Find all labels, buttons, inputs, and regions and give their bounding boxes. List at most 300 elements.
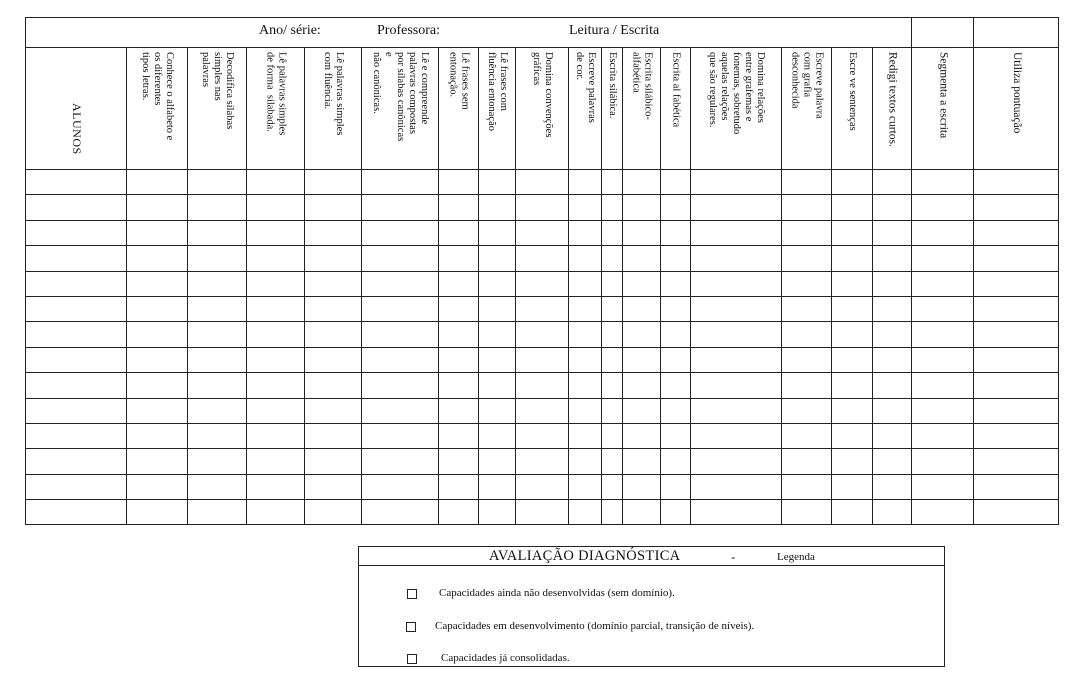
table-row (26, 220, 1059, 245)
assessment-cell[interactable] (479, 347, 516, 372)
assessment-cell[interactable] (305, 398, 362, 423)
column-header-alunos (26, 48, 127, 170)
assessment-cell[interactable] (569, 170, 602, 195)
assessment-cell[interactable] (127, 449, 188, 474)
assessment-cell[interactable] (912, 271, 974, 296)
assessment-cell[interactable] (305, 423, 362, 448)
assessment-cell[interactable] (661, 296, 691, 321)
assessment-cell[interactable] (516, 246, 569, 271)
assessment-cell[interactable] (782, 449, 832, 474)
assessment-cell[interactable] (782, 170, 832, 195)
assessment-cell[interactable] (247, 449, 305, 474)
assessment-cell[interactable] (439, 322, 479, 347)
assessment-cell[interactable] (974, 474, 1059, 499)
assessment-cell[interactable] (569, 373, 602, 398)
assessment-cell[interactable] (362, 423, 439, 448)
assessment-cell[interactable] (516, 474, 569, 499)
assessment-cell[interactable] (439, 195, 479, 220)
assessment-cell[interactable] (305, 296, 362, 321)
assessment-cell[interactable] (439, 500, 479, 525)
assessment-cell[interactable] (873, 220, 912, 245)
assessment-cell[interactable] (602, 220, 623, 245)
assessment-cell[interactable] (188, 322, 247, 347)
assessment-cell[interactable] (439, 373, 479, 398)
assessment-cell[interactable] (305, 170, 362, 195)
checkbox-icon[interactable] (407, 589, 417, 599)
assessment-cell[interactable] (691, 423, 782, 448)
assessment-cell[interactable] (974, 271, 1059, 296)
table-row (26, 423, 1059, 448)
assessment-cell[interactable] (569, 347, 602, 372)
assessment-cell[interactable] (661, 220, 691, 245)
assessment-cell[interactable] (873, 500, 912, 525)
assessment-cell[interactable] (569, 195, 602, 220)
assessment-cell[interactable] (188, 195, 247, 220)
assessment-cell[interactable] (569, 322, 602, 347)
assessment-cell[interactable] (912, 195, 974, 220)
assessment-cell[interactable] (569, 296, 602, 321)
assessment-cell[interactable] (873, 296, 912, 321)
assessment-cell[interactable] (188, 296, 247, 321)
assessment-cell[interactable] (912, 398, 974, 423)
assessment-cell[interactable] (516, 373, 569, 398)
assessment-cell[interactable] (832, 322, 873, 347)
assessment-cell[interactable] (782, 271, 832, 296)
assessment-cell[interactable] (479, 220, 516, 245)
assessment-cell[interactable] (661, 347, 691, 372)
assessment-cell[interactable] (479, 449, 516, 474)
assessment-cell[interactable] (832, 449, 873, 474)
table-row (26, 474, 1059, 499)
column-header (974, 48, 1059, 170)
assessment-cell[interactable] (691, 220, 782, 245)
assessment-cell[interactable] (247, 195, 305, 220)
assessment-cell[interactable] (691, 322, 782, 347)
assessment-cell[interactable] (479, 271, 516, 296)
assessment-cell[interactable] (873, 322, 912, 347)
assessment-cell[interactable] (623, 220, 661, 245)
student-name-cell[interactable] (26, 449, 127, 474)
assessment-cell[interactable] (602, 296, 623, 321)
assessment-cell[interactable] (602, 170, 623, 195)
assessment-cell[interactable] (362, 474, 439, 499)
assessment-cell[interactable] (873, 449, 912, 474)
assessment-cell[interactable] (782, 423, 832, 448)
assessment-cell[interactable] (479, 500, 516, 525)
student-name-cell[interactable] (26, 474, 127, 499)
student-name-cell[interactable] (26, 322, 127, 347)
assessment-cell[interactable] (516, 220, 569, 245)
assessment-cell[interactable] (127, 322, 188, 347)
assessment-cell[interactable] (602, 271, 623, 296)
table-row (26, 271, 1059, 296)
student-name-cell[interactable] (26, 220, 127, 245)
assessment-cell[interactable] (247, 271, 305, 296)
assessment-cell[interactable] (691, 373, 782, 398)
assessment-cell[interactable] (479, 373, 516, 398)
assessment-cell[interactable] (782, 296, 832, 321)
assessment-cell[interactable] (832, 373, 873, 398)
student-name-cell[interactable] (26, 296, 127, 321)
assessment-cell[interactable] (516, 195, 569, 220)
assessment-cell[interactable] (247, 398, 305, 423)
assessment-cell[interactable] (974, 195, 1059, 220)
assessment-cell[interactable] (362, 322, 439, 347)
assessment-cell[interactable] (362, 449, 439, 474)
column-header (247, 48, 305, 170)
assessment-cell[interactable] (602, 373, 623, 398)
assessment-cell[interactable] (691, 246, 782, 271)
column-header (782, 48, 832, 170)
assessment-cell[interactable] (602, 423, 623, 448)
assessment-cell[interactable] (247, 322, 305, 347)
student-name-cell[interactable] (26, 373, 127, 398)
assessment-cell[interactable] (623, 500, 661, 525)
assessment-cell[interactable] (782, 220, 832, 245)
assessment-cell[interactable] (569, 398, 602, 423)
assessment-cell[interactable] (912, 170, 974, 195)
assessment-cell[interactable] (974, 220, 1059, 245)
assessment-cell[interactable] (188, 246, 247, 271)
assessment-cell[interactable] (974, 398, 1059, 423)
assessment-cell[interactable] (873, 246, 912, 271)
assessment-cell[interactable] (479, 246, 516, 271)
assessment-cell[interactable] (305, 220, 362, 245)
assessment-cell[interactable] (873, 170, 912, 195)
assessment-cell[interactable] (247, 474, 305, 499)
checkbox-icon[interactable] (406, 622, 416, 632)
assessment-cell[interactable] (479, 322, 516, 347)
assessment-cell[interactable] (439, 246, 479, 271)
column-header (305, 48, 362, 170)
legend-subtitle: Legenda (777, 551, 815, 563)
assessment-cell[interactable] (127, 347, 188, 372)
professora-label: Professora: (377, 23, 440, 38)
assessment-cell[interactable] (569, 271, 602, 296)
assessment-cell[interactable] (691, 195, 782, 220)
assessment-cell[interactable] (516, 296, 569, 321)
assessment-cell[interactable] (873, 474, 912, 499)
assessment-cell[interactable] (247, 423, 305, 448)
assessment-cell[interactable] (623, 474, 661, 499)
assessment-cell[interactable] (247, 373, 305, 398)
assessment-cell[interactable] (602, 474, 623, 499)
assessment-cell[interactable] (912, 423, 974, 448)
assessment-cell[interactable] (127, 423, 188, 448)
assessment-cell[interactable] (569, 500, 602, 525)
assessment-cell[interactable] (479, 170, 516, 195)
assessment-cell[interactable] (661, 322, 691, 347)
assessment-cell[interactable] (188, 423, 247, 448)
assessment-cell[interactable] (247, 220, 305, 245)
assessment-cell[interactable] (569, 220, 602, 245)
assessment-cell[interactable] (516, 347, 569, 372)
assessment-cell[interactable] (127, 195, 188, 220)
assessment-cell[interactable] (127, 246, 188, 271)
assessment-cell[interactable] (305, 500, 362, 525)
assessment-cell[interactable] (691, 170, 782, 195)
assessment-cell[interactable] (479, 296, 516, 321)
assessment-cell[interactable] (188, 449, 247, 474)
assessment-cell[interactable] (127, 474, 188, 499)
assessment-cell[interactable] (516, 271, 569, 296)
assessment-cell[interactable] (873, 423, 912, 448)
assessment-cell[interactable] (691, 296, 782, 321)
assessment-cell[interactable] (188, 170, 247, 195)
assessment-cell[interactable] (661, 474, 691, 499)
assessment-cell[interactable] (127, 500, 188, 525)
assessment-cell[interactable] (623, 195, 661, 220)
assessment-cell[interactable] (362, 220, 439, 245)
assessment-cell[interactable] (362, 246, 439, 271)
assessment-cell[interactable] (188, 220, 247, 245)
table-row (26, 246, 1059, 271)
assessment-cell[interactable] (691, 474, 782, 499)
assessment-cell[interactable] (832, 170, 873, 195)
assessment-cell[interactable] (188, 500, 247, 525)
assessment-cell[interactable] (516, 500, 569, 525)
assessment-cell[interactable] (832, 347, 873, 372)
assessment-cell[interactable] (832, 220, 873, 245)
assessment-cell[interactable] (974, 500, 1059, 525)
assessment-cell[interactable] (247, 170, 305, 195)
student-name-cell[interactable] (26, 500, 127, 525)
table-row (26, 347, 1059, 372)
assessment-cell[interactable] (439, 398, 479, 423)
assessment-cell[interactable] (516, 449, 569, 474)
assessment-cell[interactable] (782, 246, 832, 271)
column-header (623, 48, 661, 170)
assessment-cell[interactable] (602, 195, 623, 220)
assessment-cell[interactable] (127, 220, 188, 245)
assessment-cell[interactable] (691, 398, 782, 423)
assessment-cell[interactable] (873, 373, 912, 398)
assessment-cell[interactable] (362, 347, 439, 372)
assessment-cell[interactable] (305, 373, 362, 398)
assessment-cell[interactable] (691, 449, 782, 474)
legend-item-in-development: Capacidades em desenvolvimento (domínio parcial, transição de níveis). (435, 620, 755, 632)
assessment-cell[interactable] (479, 398, 516, 423)
assessment-cell[interactable] (661, 398, 691, 423)
student-name-cell[interactable] (26, 246, 127, 271)
assessment-cell[interactable] (362, 373, 439, 398)
assessment-cell[interactable] (832, 246, 873, 271)
assessment-cell[interactable] (516, 322, 569, 347)
student-name-cell[interactable] (26, 347, 127, 372)
assessment-cell[interactable] (873, 195, 912, 220)
assessment-cell[interactable] (305, 195, 362, 220)
assessment-cell[interactable] (623, 423, 661, 448)
assessment-cell[interactable] (661, 271, 691, 296)
assessment-cell[interactable] (873, 398, 912, 423)
assessment-cell[interactable] (439, 423, 479, 448)
assessment-cell[interactable] (602, 322, 623, 347)
assessment-cell[interactable] (623, 398, 661, 423)
assessment-cell[interactable] (974, 296, 1059, 321)
checkbox-icon[interactable] (407, 654, 417, 664)
assessment-cell[interactable] (782, 322, 832, 347)
assessment-cell[interactable] (602, 500, 623, 525)
assessment-cell[interactable] (305, 449, 362, 474)
assessment-cell[interactable] (127, 271, 188, 296)
student-name-cell[interactable] (26, 398, 127, 423)
assessment-cell[interactable] (832, 474, 873, 499)
column-header (479, 48, 516, 170)
assessment-cell[interactable] (661, 195, 691, 220)
column-header-label: Escrita silábico- alfabética (630, 52, 654, 120)
assessment-cell[interactable] (127, 170, 188, 195)
assessment-cell[interactable] (362, 296, 439, 321)
assessment-cell[interactable] (247, 246, 305, 271)
assessment-cell[interactable] (974, 423, 1059, 448)
assessment-cell[interactable] (623, 322, 661, 347)
assessment-cell[interactable] (691, 500, 782, 525)
assessment-cell[interactable] (439, 449, 479, 474)
assessment-cell[interactable] (479, 474, 516, 499)
assessment-cell[interactable] (832, 423, 873, 448)
assessment-cell[interactable] (247, 347, 305, 372)
assessment-cell[interactable] (661, 500, 691, 525)
assessment-cell[interactable] (127, 373, 188, 398)
table-row (26, 322, 1059, 347)
assessment-cell[interactable] (974, 322, 1059, 347)
assessment-cell[interactable] (362, 398, 439, 423)
assessment-cell[interactable] (661, 373, 691, 398)
assessment-cell[interactable] (439, 220, 479, 245)
assessment-cell[interactable] (623, 246, 661, 271)
assessment-cell[interactable] (569, 246, 602, 271)
column-header-label: Conhece o alfabeto e os diferentes tipos letras. (139, 52, 176, 141)
assessment-cell[interactable] (832, 271, 873, 296)
assessment-cell[interactable] (305, 347, 362, 372)
assessment-cell[interactable] (516, 170, 569, 195)
assessment-cell[interactable] (912, 246, 974, 271)
evaluation-sheet (25, 17, 1058, 527)
assessment-cell[interactable] (782, 474, 832, 499)
assessment-cell[interactable] (569, 474, 602, 499)
assessment-cell[interactable] (188, 271, 247, 296)
assessment-cell[interactable] (623, 373, 661, 398)
assessment-cell[interactable] (974, 170, 1059, 195)
assessment-cell[interactable] (439, 347, 479, 372)
assessment-cell[interactable] (691, 271, 782, 296)
assessment-cell[interactable] (661, 423, 691, 448)
assessment-cell[interactable] (362, 170, 439, 195)
assessment-cell[interactable] (127, 398, 188, 423)
assessment-cell[interactable] (782, 500, 832, 525)
assessment-cell[interactable] (912, 373, 974, 398)
column-header-label: Lê e compreende palavras compostas por sílabas canônicas e não canônicas. (370, 52, 431, 142)
assessment-cell[interactable] (362, 271, 439, 296)
ano-serie-label: Ano/ série: (259, 23, 321, 38)
assessment-cell[interactable] (912, 322, 974, 347)
assessment-cell[interactable] (782, 373, 832, 398)
assessment-cell[interactable] (439, 474, 479, 499)
column-header (439, 48, 479, 170)
assessment-cell[interactable] (623, 271, 661, 296)
legend-title-bar (358, 546, 945, 566)
table-row (26, 296, 1059, 321)
assessment-cell[interactable] (832, 500, 873, 525)
assessment-cell[interactable] (127, 296, 188, 321)
assessment-cell[interactable] (623, 296, 661, 321)
assessment-cell[interactable] (247, 296, 305, 321)
assessment-cell[interactable] (188, 373, 247, 398)
legend-box (358, 546, 945, 667)
column-header-label: Escre ve sentenças (847, 52, 859, 131)
assessment-cell[interactable] (247, 500, 305, 525)
assessment-cell[interactable] (832, 195, 873, 220)
assessment-cell[interactable] (602, 347, 623, 372)
assessment-cell[interactable] (305, 322, 362, 347)
assessment-cell[interactable] (439, 296, 479, 321)
assessment-cell[interactable] (479, 195, 516, 220)
column-header (127, 48, 188, 170)
student-name-cell[interactable] (26, 170, 127, 195)
assessment-cell[interactable] (661, 246, 691, 271)
assessment-cell[interactable] (873, 347, 912, 372)
assessment-cell[interactable] (832, 296, 873, 321)
assessment-cell[interactable] (188, 398, 247, 423)
assessment-cell[interactable] (782, 347, 832, 372)
student-name-cell[interactable] (26, 271, 127, 296)
assessment-cell[interactable] (912, 220, 974, 245)
assessment-cell[interactable] (569, 423, 602, 448)
assessment-cell[interactable] (439, 271, 479, 296)
assessment-cell[interactable] (362, 195, 439, 220)
assessment-cell[interactable] (362, 500, 439, 525)
assessment-cell[interactable] (516, 398, 569, 423)
assessment-cell[interactable] (912, 347, 974, 372)
assessment-cell[interactable] (912, 474, 974, 499)
assessment-cell[interactable] (305, 246, 362, 271)
assessment-cell[interactable] (602, 449, 623, 474)
assessment-cell[interactable] (873, 271, 912, 296)
column-header-label: Escrita silábica. (607, 52, 619, 119)
assessment-cell[interactable] (661, 449, 691, 474)
assessment-cell[interactable] (912, 296, 974, 321)
assessment-cell[interactable] (479, 423, 516, 448)
assessment-cell[interactable] (623, 347, 661, 372)
assessment-cell[interactable] (974, 373, 1059, 398)
assessment-cell[interactable] (188, 474, 247, 499)
student-name-cell[interactable] (26, 423, 127, 448)
assessment-cell[interactable] (623, 449, 661, 474)
column-header (661, 48, 691, 170)
assessment-cell[interactable] (832, 398, 873, 423)
assessment-cell[interactable] (912, 500, 974, 525)
assessment-cell[interactable] (661, 170, 691, 195)
assessment-cell[interactable] (782, 195, 832, 220)
assessment-cell[interactable] (974, 246, 1059, 271)
column-header-label: Lê frases sem entonação. (447, 52, 471, 110)
assessment-cell[interactable] (623, 170, 661, 195)
assessment-cell[interactable] (602, 246, 623, 271)
assessment-cell[interactable] (569, 449, 602, 474)
assessment-cell[interactable] (305, 271, 362, 296)
assessment-cell[interactable] (439, 170, 479, 195)
assessment-cell[interactable] (305, 474, 362, 499)
assessment-cell[interactable] (782, 398, 832, 423)
assessment-cell[interactable] (691, 347, 782, 372)
assessment-cell[interactable] (974, 449, 1059, 474)
assessment-cell[interactable] (974, 347, 1059, 372)
student-name-cell[interactable] (26, 195, 127, 220)
assessment-cell[interactable] (516, 423, 569, 448)
assessment-cell[interactable] (602, 398, 623, 423)
assessment-cell[interactable] (912, 449, 974, 474)
assessment-cell[interactable] (188, 347, 247, 372)
